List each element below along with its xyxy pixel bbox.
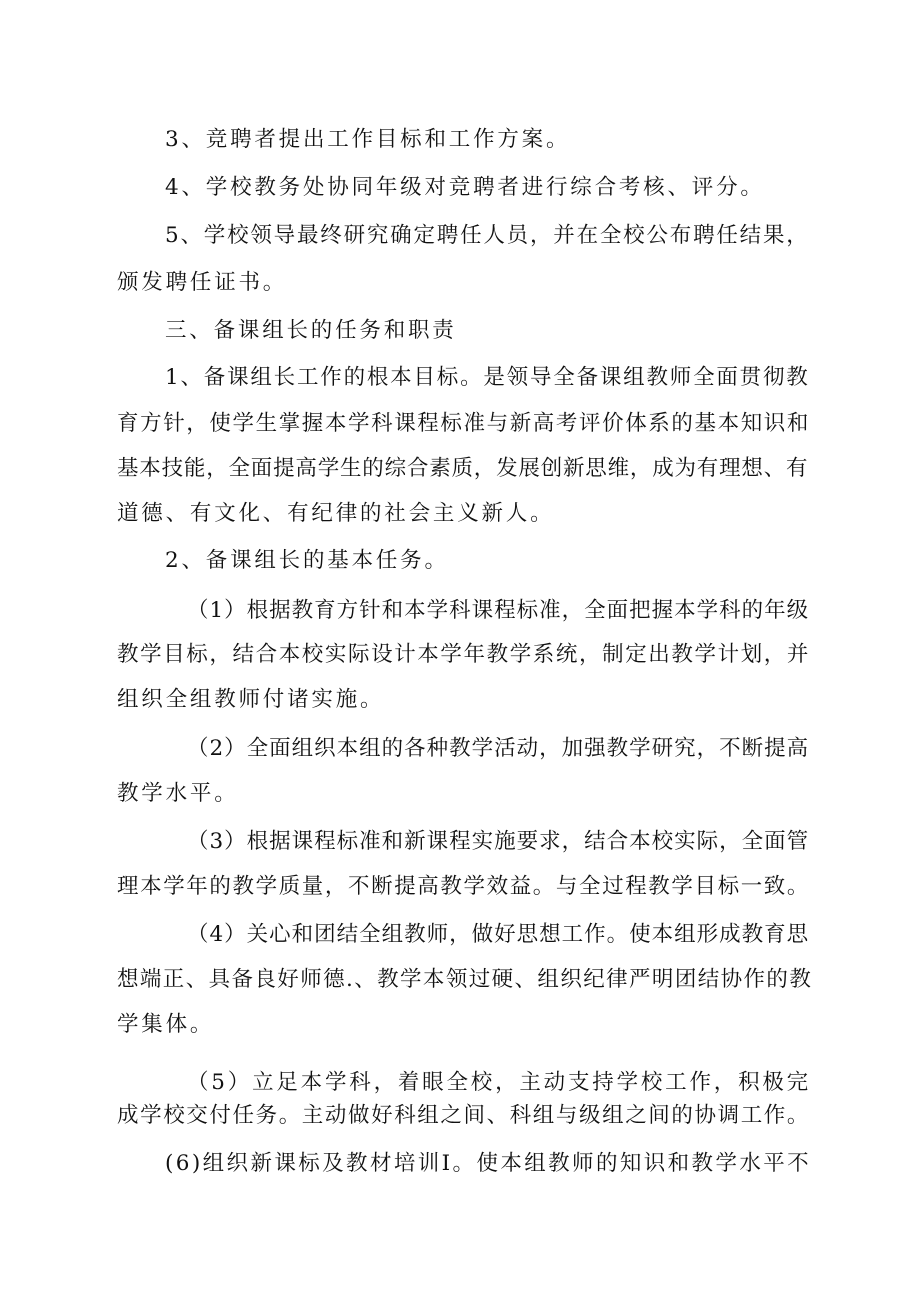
text-line-16: （3）根据课程标准和新课程实施要求，结合本校实际，全面管 [187, 829, 810, 854]
text-line-14: （2）全面组织本组的各种教学活动，加强教学研究，不断提高 [187, 736, 810, 761]
text-line-21: （5）立足本学科，着眼全校，主动支持学校工作，积极完 [187, 1070, 811, 1095]
text-line-12: 教学目标，结合本校实际设计本学年教学系统，制定出教学计划，并 [117, 642, 811, 667]
text-line-22: 成学校交付任务。主动做好科组之间、科组与级组之间的协调工作。 [117, 1103, 811, 1128]
section-heading: 三、备课组长的任务和职责 [165, 318, 457, 343]
text-line-19: 想端正、具备良好师德.、教学本领过硬、组织纪律严明团结协作的教 [117, 967, 813, 992]
text-line-8: 基本技能，全面提高学生的综合素质，发展创新思维，成为有理想、有 [117, 456, 809, 481]
text-line-11: （1）根据教育方针和本学科课程标准，全面把握本学科的年级 [187, 598, 810, 623]
text-line-18: （4）关心和团结全组教师，做好思想工作。使本组形成教育思 [187, 922, 810, 947]
text-line-3: 5、学校领导最终研究确定聘任人员，并在全校公布聘任结果， [165, 223, 810, 248]
text-line-4: 颁发聘任证书。 [117, 270, 288, 295]
text-line-7: 育方针，使学生掌握本学科课程标准与新高考评价体系的基本知识和 [117, 411, 811, 436]
text-line-9: 道德、有文化、有纪律的社会主义新人。 [117, 501, 555, 526]
text-line-23: (6)组织新课标及教材培训I。使本组教师的知识和教学水平不 [165, 1151, 812, 1176]
text-line-2: 4、学校教务处协同年级对竞聘者进行综合考核、评分。 [165, 175, 765, 200]
text-line-6: 1、备课组长工作的根本目标。是领导全备课组教师全面贯彻教 [165, 365, 810, 390]
text-line-15: 教学水平。 [117, 781, 239, 806]
text-line-10: 2、备课组长的基本任务。 [165, 548, 449, 573]
text-line-17: 理本学年的教学质量，不断提高教学效益。与全过程教学目标一致。 [117, 874, 811, 899]
text-line-1: 3、竞聘者提出工作目标和工作方案。 [165, 127, 571, 152]
text-line-20: 学集体。 [117, 1012, 215, 1037]
text-line-13: 组织全组教师付诸实施。 [117, 687, 385, 712]
